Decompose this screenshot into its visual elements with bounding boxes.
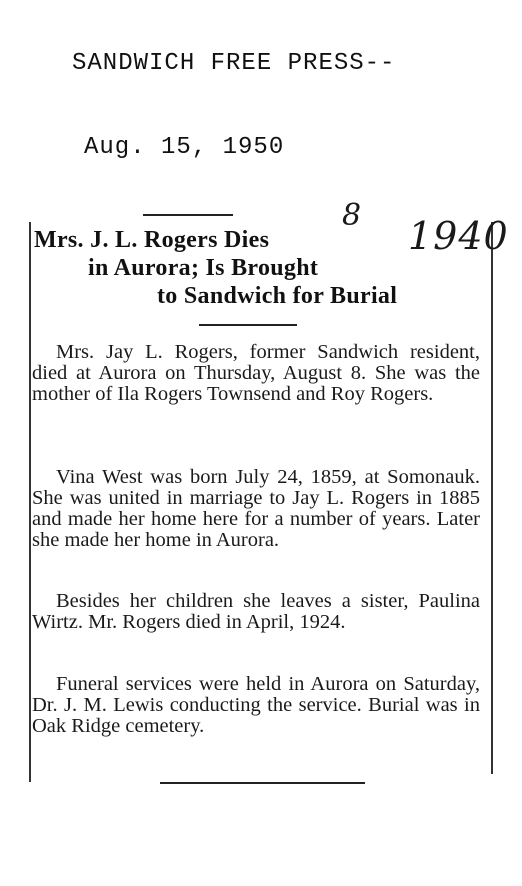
headline-line-2: in Aurora; Is Brought (88, 255, 319, 281)
article-paragraph-3: Besides her children she leaves a sister, Paulina Wirtz. Mr. Rogers died in April, 1924. (32, 590, 480, 633)
article-paragraph-2: Vina West was born July 24, 1859, at Somonauk. She was united in marriage to Jay L. Rogers in 1885 and made her home here for a number of years. Later she made her home in Aurora. (32, 466, 480, 551)
handwritten-day-annotation: 8 (342, 198, 362, 233)
headline-line-3: to Sandwich for Burial (157, 283, 398, 309)
clipping-right-edge (491, 222, 493, 774)
article-paragraph-4: Funeral services were held in Aurora on Saturday, Dr. J. M. Lewis conducting the service. Burial was in Oak Ridge cemetery. (32, 673, 480, 737)
handwritten-year-annotation: 1940 (408, 214, 509, 258)
headline-top-rule (143, 214, 233, 216)
publication-date: Aug. 15, 1950 (84, 134, 285, 161)
headline-bottom-rule (199, 324, 297, 326)
headline-line-1: Mrs. J. L. Rogers Dies (34, 227, 270, 253)
clipping-left-edge (29, 222, 31, 782)
article-end-rule (160, 782, 365, 784)
article-paragraph-1: Mrs. Jay L. Rogers, former Sandwich resident, died at Aurora on Thursday, August 8. She was the mother of Ila Rogers Townsend and Roy Rogers. (32, 341, 480, 405)
source-publication: SANDWICH FREE PRESS-- (72, 50, 396, 77)
